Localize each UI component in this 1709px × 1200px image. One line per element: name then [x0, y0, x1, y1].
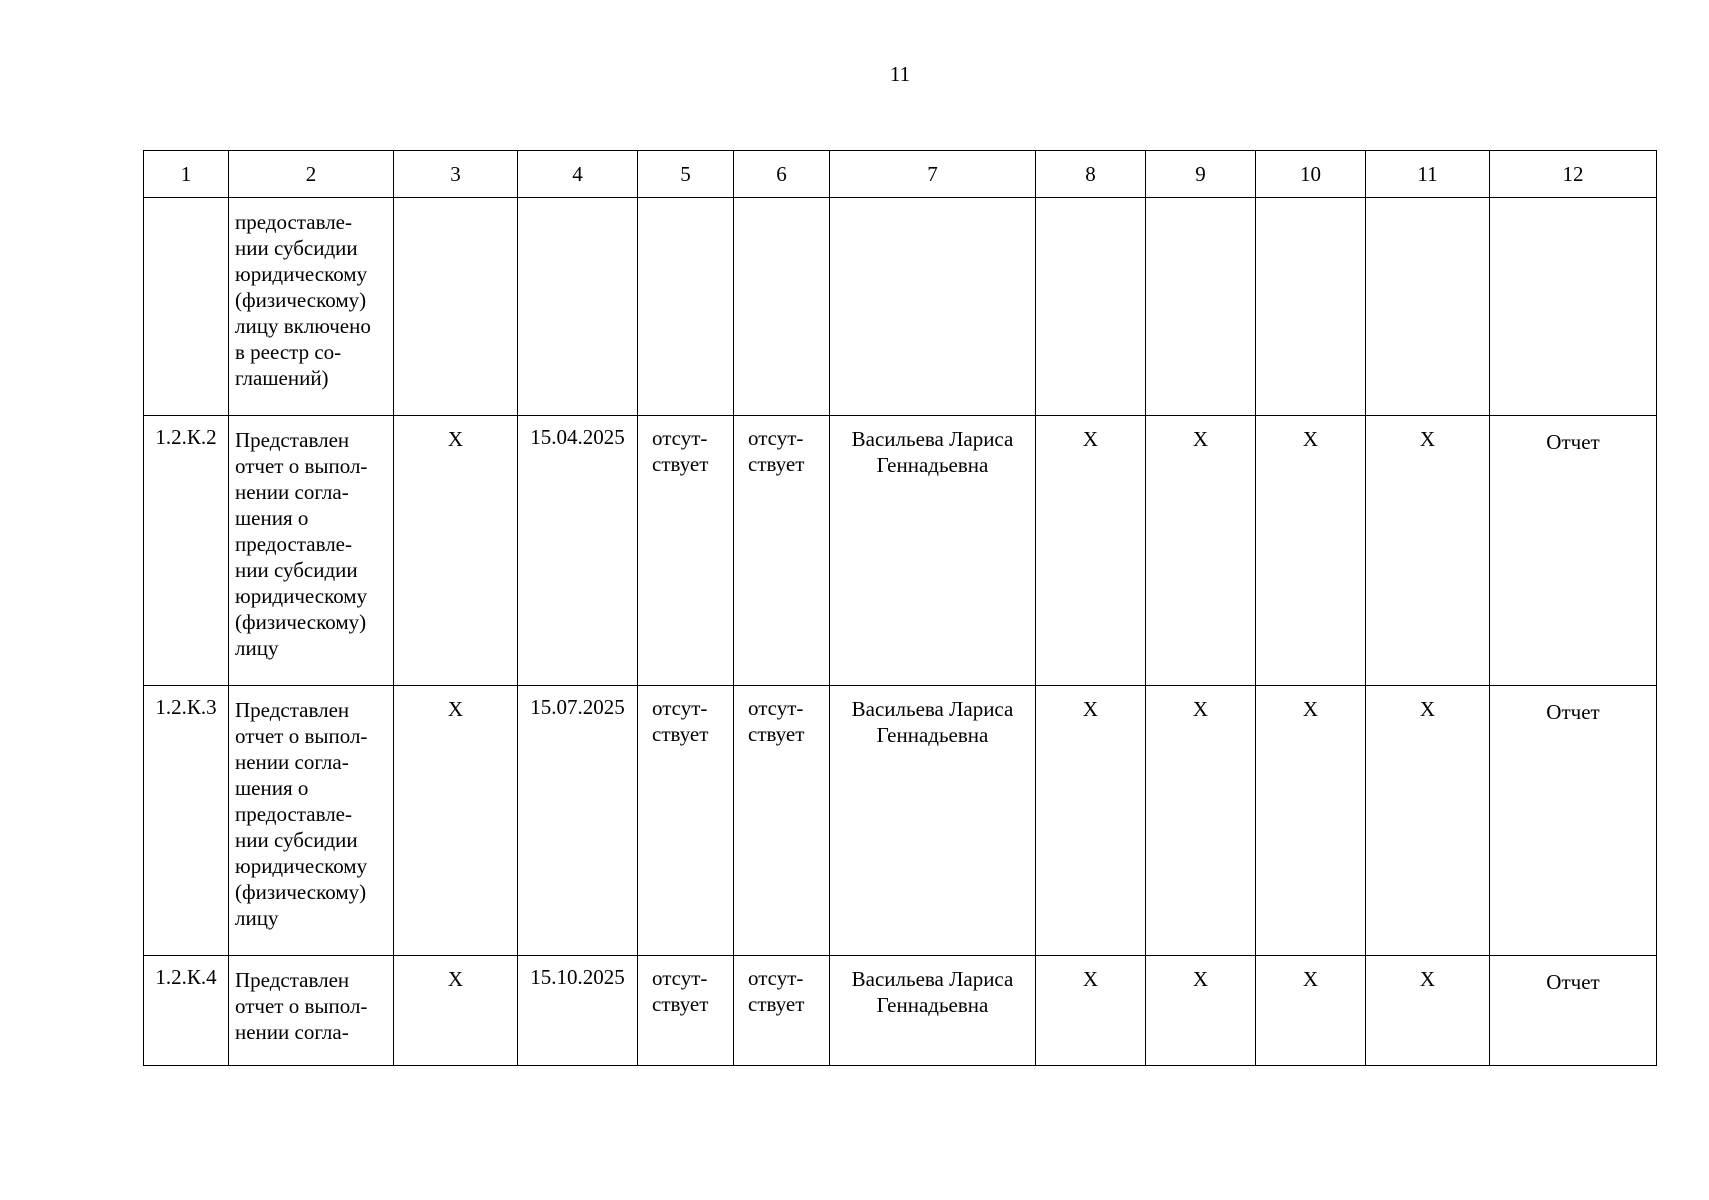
cell-col3: Х: [394, 686, 518, 956]
cell-line: Васильева Лариса: [851, 697, 1014, 721]
cell-line: Геннадьевна: [876, 453, 989, 477]
cell-responsible: [830, 686, 1036, 956]
cell-empty: [518, 198, 638, 416]
cell-empty: [1256, 198, 1366, 416]
cell-description: [229, 686, 394, 956]
column-header: 6: [734, 151, 830, 198]
cell-line: Геннадьевна: [876, 993, 989, 1017]
cell-col6: [734, 686, 830, 956]
column-header: 5: [638, 151, 734, 198]
table-row: [144, 416, 1657, 686]
cell-empty: [1366, 198, 1490, 416]
cell-line: отсут-: [652, 426, 708, 450]
cell-col11: Х: [1366, 956, 1490, 1066]
cell-col12: Отчет: [1490, 416, 1657, 686]
description-line: предоставле-: [235, 210, 352, 234]
description-line: предоставле-: [235, 802, 352, 826]
cell-line: Васильева Лариса: [851, 967, 1014, 991]
column-header: 11: [1366, 151, 1490, 198]
column-header: 2: [229, 151, 394, 198]
cell-col6: [734, 956, 830, 1066]
cell-col9: Х: [1146, 686, 1256, 956]
cell-col10: Х: [1256, 686, 1366, 956]
description-line: Представлен: [235, 968, 350, 992]
cell-line: ствует: [748, 992, 805, 1016]
cell-item-number: 1.2.К.3: [144, 686, 229, 956]
description-line: глашений): [235, 366, 329, 390]
column-header: 3: [394, 151, 518, 198]
cell-col11: Х: [1366, 686, 1490, 956]
cell-col11: Х: [1366, 416, 1490, 686]
cell-col3: Х: [394, 956, 518, 1066]
cell-description: [229, 956, 394, 1066]
cell-col8: Х: [1036, 416, 1146, 686]
cell-col8: Х: [1036, 956, 1146, 1066]
column-header: 4: [518, 151, 638, 198]
cell-line: отсут-: [748, 966, 804, 990]
cell-empty: [830, 198, 1036, 416]
cell-line: Васильева Лариса: [851, 427, 1014, 451]
cell-col12: Отчет: [1490, 686, 1657, 956]
description-line: шения о: [235, 506, 309, 530]
cell-line: отсут-: [652, 696, 708, 720]
cell-col10: Х: [1256, 416, 1366, 686]
cell-empty: [734, 198, 830, 416]
cell-line: ствует: [652, 722, 709, 746]
column-header: 8: [1036, 151, 1146, 198]
cell-line: ствует: [748, 722, 805, 746]
cell-col8: Х: [1036, 686, 1146, 956]
cell-description: [229, 198, 394, 416]
description-line: отчет о выпол-: [235, 454, 368, 478]
description-line: (физическому): [235, 880, 367, 904]
cell-col6: [734, 416, 830, 686]
cell-line: Геннадьевна: [876, 723, 989, 747]
column-header: 10: [1256, 151, 1366, 198]
cell-item-number: 1.2.К.2: [144, 416, 229, 686]
cell-empty: [144, 198, 229, 416]
description-line: отчет о выпол-: [235, 724, 368, 748]
cell-col5: [638, 956, 734, 1066]
table-row-continued: [144, 198, 1657, 416]
column-header: 1: [144, 151, 229, 198]
description-line: нении согла-: [235, 1020, 349, 1044]
cell-responsible: [830, 956, 1036, 1066]
cell-line: отсут-: [748, 696, 804, 720]
cell-date: 15.07.2025: [518, 686, 638, 956]
column-header: 7: [830, 151, 1036, 198]
header-row: [144, 151, 1657, 198]
description-line: юридическому: [235, 584, 368, 608]
description-line: нии субсидии: [235, 558, 358, 582]
table-row: [144, 956, 1657, 1066]
description-line: (физическому): [235, 610, 367, 634]
cell-col5: [638, 686, 734, 956]
description-line: шения о: [235, 776, 309, 800]
cell-empty: [638, 198, 734, 416]
page-number: 11: [889, 62, 911, 86]
cell-responsible: [830, 416, 1036, 686]
cell-line: отсут-: [652, 966, 708, 990]
cell-line: ствует: [652, 452, 709, 476]
cell-line: ствует: [652, 992, 709, 1016]
description-line: Представлен: [235, 698, 350, 722]
cell-empty: [1490, 198, 1657, 416]
description-line: Представлен: [235, 428, 350, 452]
description-line: нении согла-: [235, 480, 349, 504]
cell-col9: Х: [1146, 416, 1256, 686]
cell-item-number: 1.2.К.4: [144, 956, 229, 1066]
description-line: отчет о выпол-: [235, 994, 368, 1018]
cell-description: [229, 416, 394, 686]
cell-col9: Х: [1146, 956, 1256, 1066]
description-line: предоставле-: [235, 532, 352, 556]
description-line: лицу: [235, 906, 279, 930]
cell-empty: [394, 198, 518, 416]
cell-line: отсут-: [748, 426, 804, 450]
plan-table: [143, 150, 1657, 1066]
cell-date: 15.10.2025: [518, 956, 638, 1066]
cell-col10: Х: [1256, 956, 1366, 1066]
cell-empty: [1146, 198, 1256, 416]
cell-col5: [638, 416, 734, 686]
description-line: нии субсидии: [235, 236, 358, 260]
description-line: лицу: [235, 636, 279, 660]
description-line: в реестр со-: [235, 340, 342, 364]
column-header: 12: [1490, 151, 1657, 198]
description-line: юридическому: [235, 854, 368, 878]
table-row: [144, 686, 1657, 956]
description-line: нении согла-: [235, 750, 349, 774]
description-line: юридическому: [235, 262, 368, 286]
cell-col12: Отчет: [1490, 956, 1657, 1066]
description-line: нии субсидии: [235, 828, 358, 852]
description-line: (физическому): [235, 288, 367, 312]
column-header: 9: [1146, 151, 1256, 198]
cell-empty: [1036, 198, 1146, 416]
cell-col3: Х: [394, 416, 518, 686]
cell-date: 15.04.2025: [518, 416, 638, 686]
cell-line: ствует: [748, 452, 805, 476]
description-line: лицу включено: [235, 314, 371, 338]
